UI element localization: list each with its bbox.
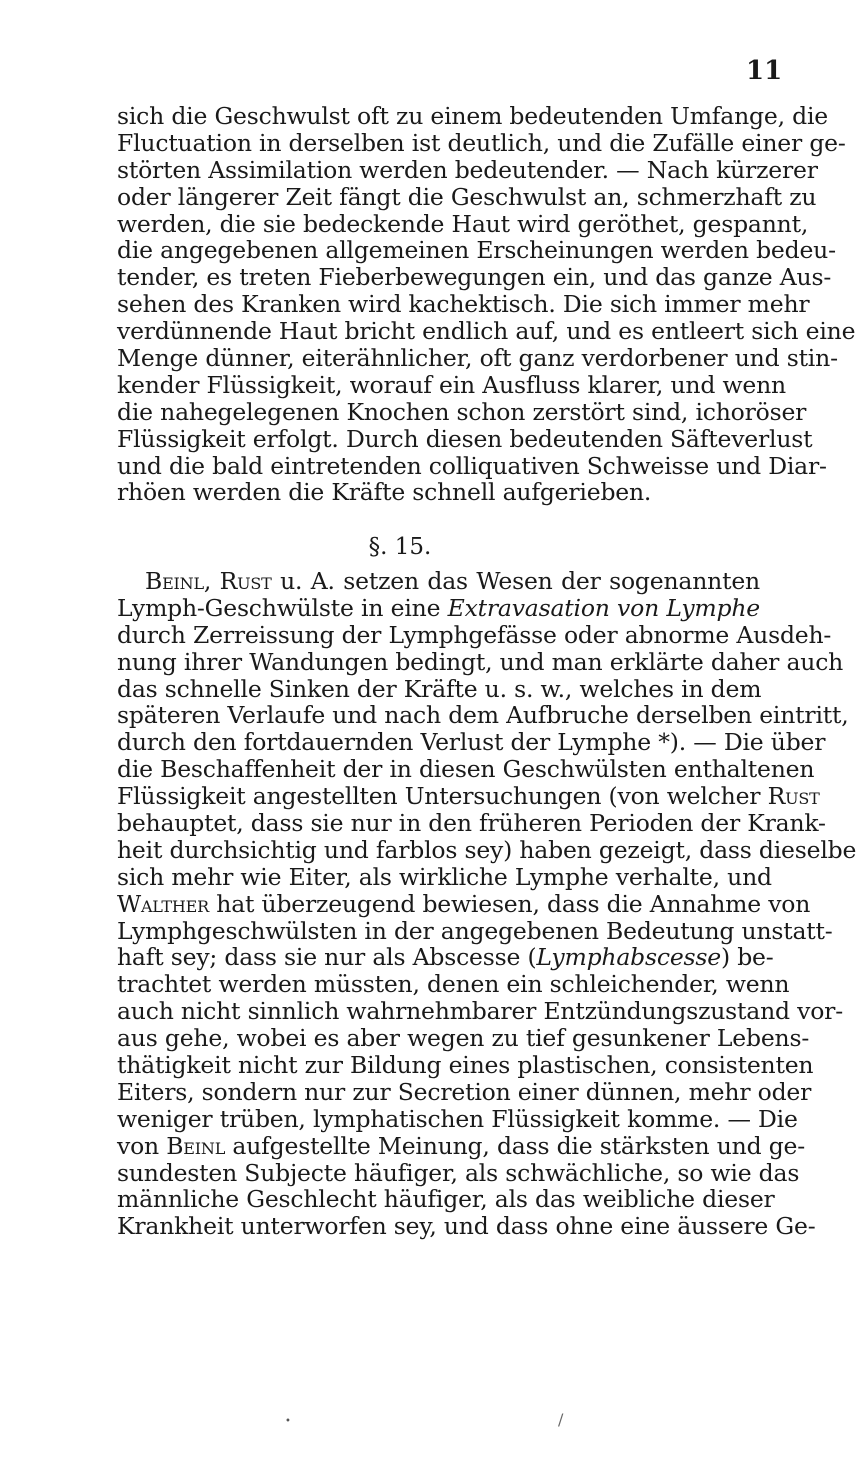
text-line: die Beschaffenheit der in diesen Geschwülsten enthaltenen bbox=[117, 755, 815, 784]
text-line: und die bald eintretenden colliquativen Schweisse und Diar- bbox=[117, 451, 827, 480]
text-line: kender Flüssigkeit, worauf ein Ausfluss klarer, und wenn bbox=[117, 370, 786, 399]
text-line: störten Assimilation werden bedeutender. — Nach kürzerer bbox=[117, 155, 818, 184]
emphasis: Extravasation von Lymphe bbox=[447, 593, 760, 622]
text-line: heit durchsichtig und farblos sey) haben gezeigt, dass dieselbe bbox=[117, 835, 856, 864]
text-run: Flüssigkeit angestellten Untersuchungen (von welcher bbox=[117, 782, 768, 811]
text-line: männliche Geschlecht häufiger, als das weibliche dieser bbox=[117, 1185, 775, 1214]
dot-mark: • bbox=[285, 1416, 291, 1427]
page-number: 11 bbox=[746, 56, 783, 86]
paragraph-section-15 bbox=[117, 567, 856, 1241]
text-line: das schnelle Sinken der Kräfte u. s. w., welches in dem bbox=[117, 674, 762, 703]
text-run: von bbox=[117, 1131, 167, 1160]
text-line: durch den fortdauernden Verlust der Lymphe *). — Die über bbox=[117, 728, 826, 757]
text-line: die nahegelegenen Knochen schon zerstört sind, ichoröser bbox=[117, 397, 807, 426]
text-line: aus gehe, wobei es aber wegen zu tief gesunkener Lebens- bbox=[117, 1024, 810, 1053]
author-name: Rust bbox=[219, 567, 272, 595]
text-line: weniger trüben, lymphatischen Flüssigkeit komme. — Die bbox=[117, 1104, 798, 1133]
section-heading: §. 15. bbox=[368, 534, 432, 560]
text-line: behauptet, dass sie nur in den früheren Perioden der Krank- bbox=[117, 809, 826, 838]
text-line bbox=[117, 595, 760, 622]
slash-mark: / bbox=[558, 1410, 564, 1429]
text-run: Lymph-Geschwülste in eine bbox=[117, 593, 448, 622]
text-line: tender, es treten Fieberbewegungen ein, und das ganze Aus- bbox=[117, 263, 832, 292]
text-line: auch nicht sinnlich wahrnehmbarer Entzündungszustand vor- bbox=[117, 997, 843, 1026]
text-run: , bbox=[203, 567, 220, 595]
author-name: Rust bbox=[767, 782, 820, 811]
author-name: Beinl bbox=[166, 1131, 226, 1160]
text-line bbox=[117, 943, 774, 972]
text-line: späteren Verlaufe und nach dem Aufbruche derselben eintritt, bbox=[117, 701, 849, 730]
text-run: haft sey; dass sie nur als Abscesse ( bbox=[117, 943, 537, 972]
text-line: werden, die sie bedeckende Haut wird geröthet, gespannt, bbox=[117, 209, 809, 238]
text-line: rhöen werden die Kräfte schnell aufgerieben. bbox=[117, 478, 652, 507]
author-name: Beinl bbox=[145, 567, 204, 595]
text-line bbox=[117, 889, 811, 918]
text-line: thätigkeit nicht zur Bildung eines plastischen, consistenten bbox=[117, 1051, 814, 1080]
text-line: Flüssigkeit erfolgt. Durch diesen bedeutenden Säfteverlust bbox=[117, 424, 813, 453]
text-line bbox=[117, 782, 820, 811]
text-line bbox=[117, 568, 760, 595]
text-line: die angegebenen allgemeinen Erscheinungen werden bedeu- bbox=[117, 236, 836, 265]
text-run: ) be- bbox=[720, 943, 774, 972]
text-line: Krankheit unterworfen sey, und dass ohne eine äussere Ge- bbox=[117, 1212, 816, 1241]
bottom-marks bbox=[0, 1410, 800, 1430]
author-name: Walther bbox=[117, 889, 209, 918]
text-line: durch Zerreissung der Lymphgefässe oder abnorme Ausdeh- bbox=[117, 620, 832, 649]
text-line: nung ihrer Wandungen bedingt, und man erklärte daher auch bbox=[117, 647, 844, 676]
paragraph-continued bbox=[117, 102, 856, 507]
text-line: sich mehr wie Eiter, als wirkliche Lymphe verhalte, und bbox=[117, 862, 772, 891]
text-line: Eiters, sondern nur zur Secretion einer dünnen, mehr oder bbox=[117, 1077, 812, 1106]
emphasis: Lymphabscesse bbox=[536, 943, 721, 972]
text-line: Menge dünner, eiterähnlicher, oft ganz verdorbener und stin- bbox=[117, 344, 838, 373]
text-line: sehen des Kranken wird kachektisch. Die sich immer mehr bbox=[117, 290, 810, 319]
text-line: Fluctuation in derselben ist deutlich, und die Zufälle einer ge- bbox=[117, 128, 846, 157]
text-line bbox=[117, 1131, 805, 1160]
text-line: sich die Geschwulst oft zu einem bedeutenden Umfange, die bbox=[117, 102, 828, 130]
text-line: sundesten Subjecte häufiger, als schwächliche, so wie das bbox=[117, 1158, 800, 1187]
text-run: aufgestellte Meinung, dass die stärksten und ge- bbox=[225, 1131, 805, 1160]
text-run: u. A. setzen das Wesen der sogenannten bbox=[271, 567, 760, 595]
text-line: Lymphgeschwülsten in der angegebenen Bedeutung unstatt- bbox=[117, 916, 833, 945]
text-line: trachtet werden müssten, denen ein schleichender, wenn bbox=[117, 970, 790, 999]
text-run: hat überzeugend bewiesen, dass die Annahme von bbox=[208, 889, 811, 918]
text-line: oder längerer Zeit fängt die Geschwulst an, schmerzhaft zu bbox=[117, 182, 817, 211]
text-line: verdünnende Haut bricht endlich auf, und es entleert sich eine bbox=[117, 317, 856, 346]
